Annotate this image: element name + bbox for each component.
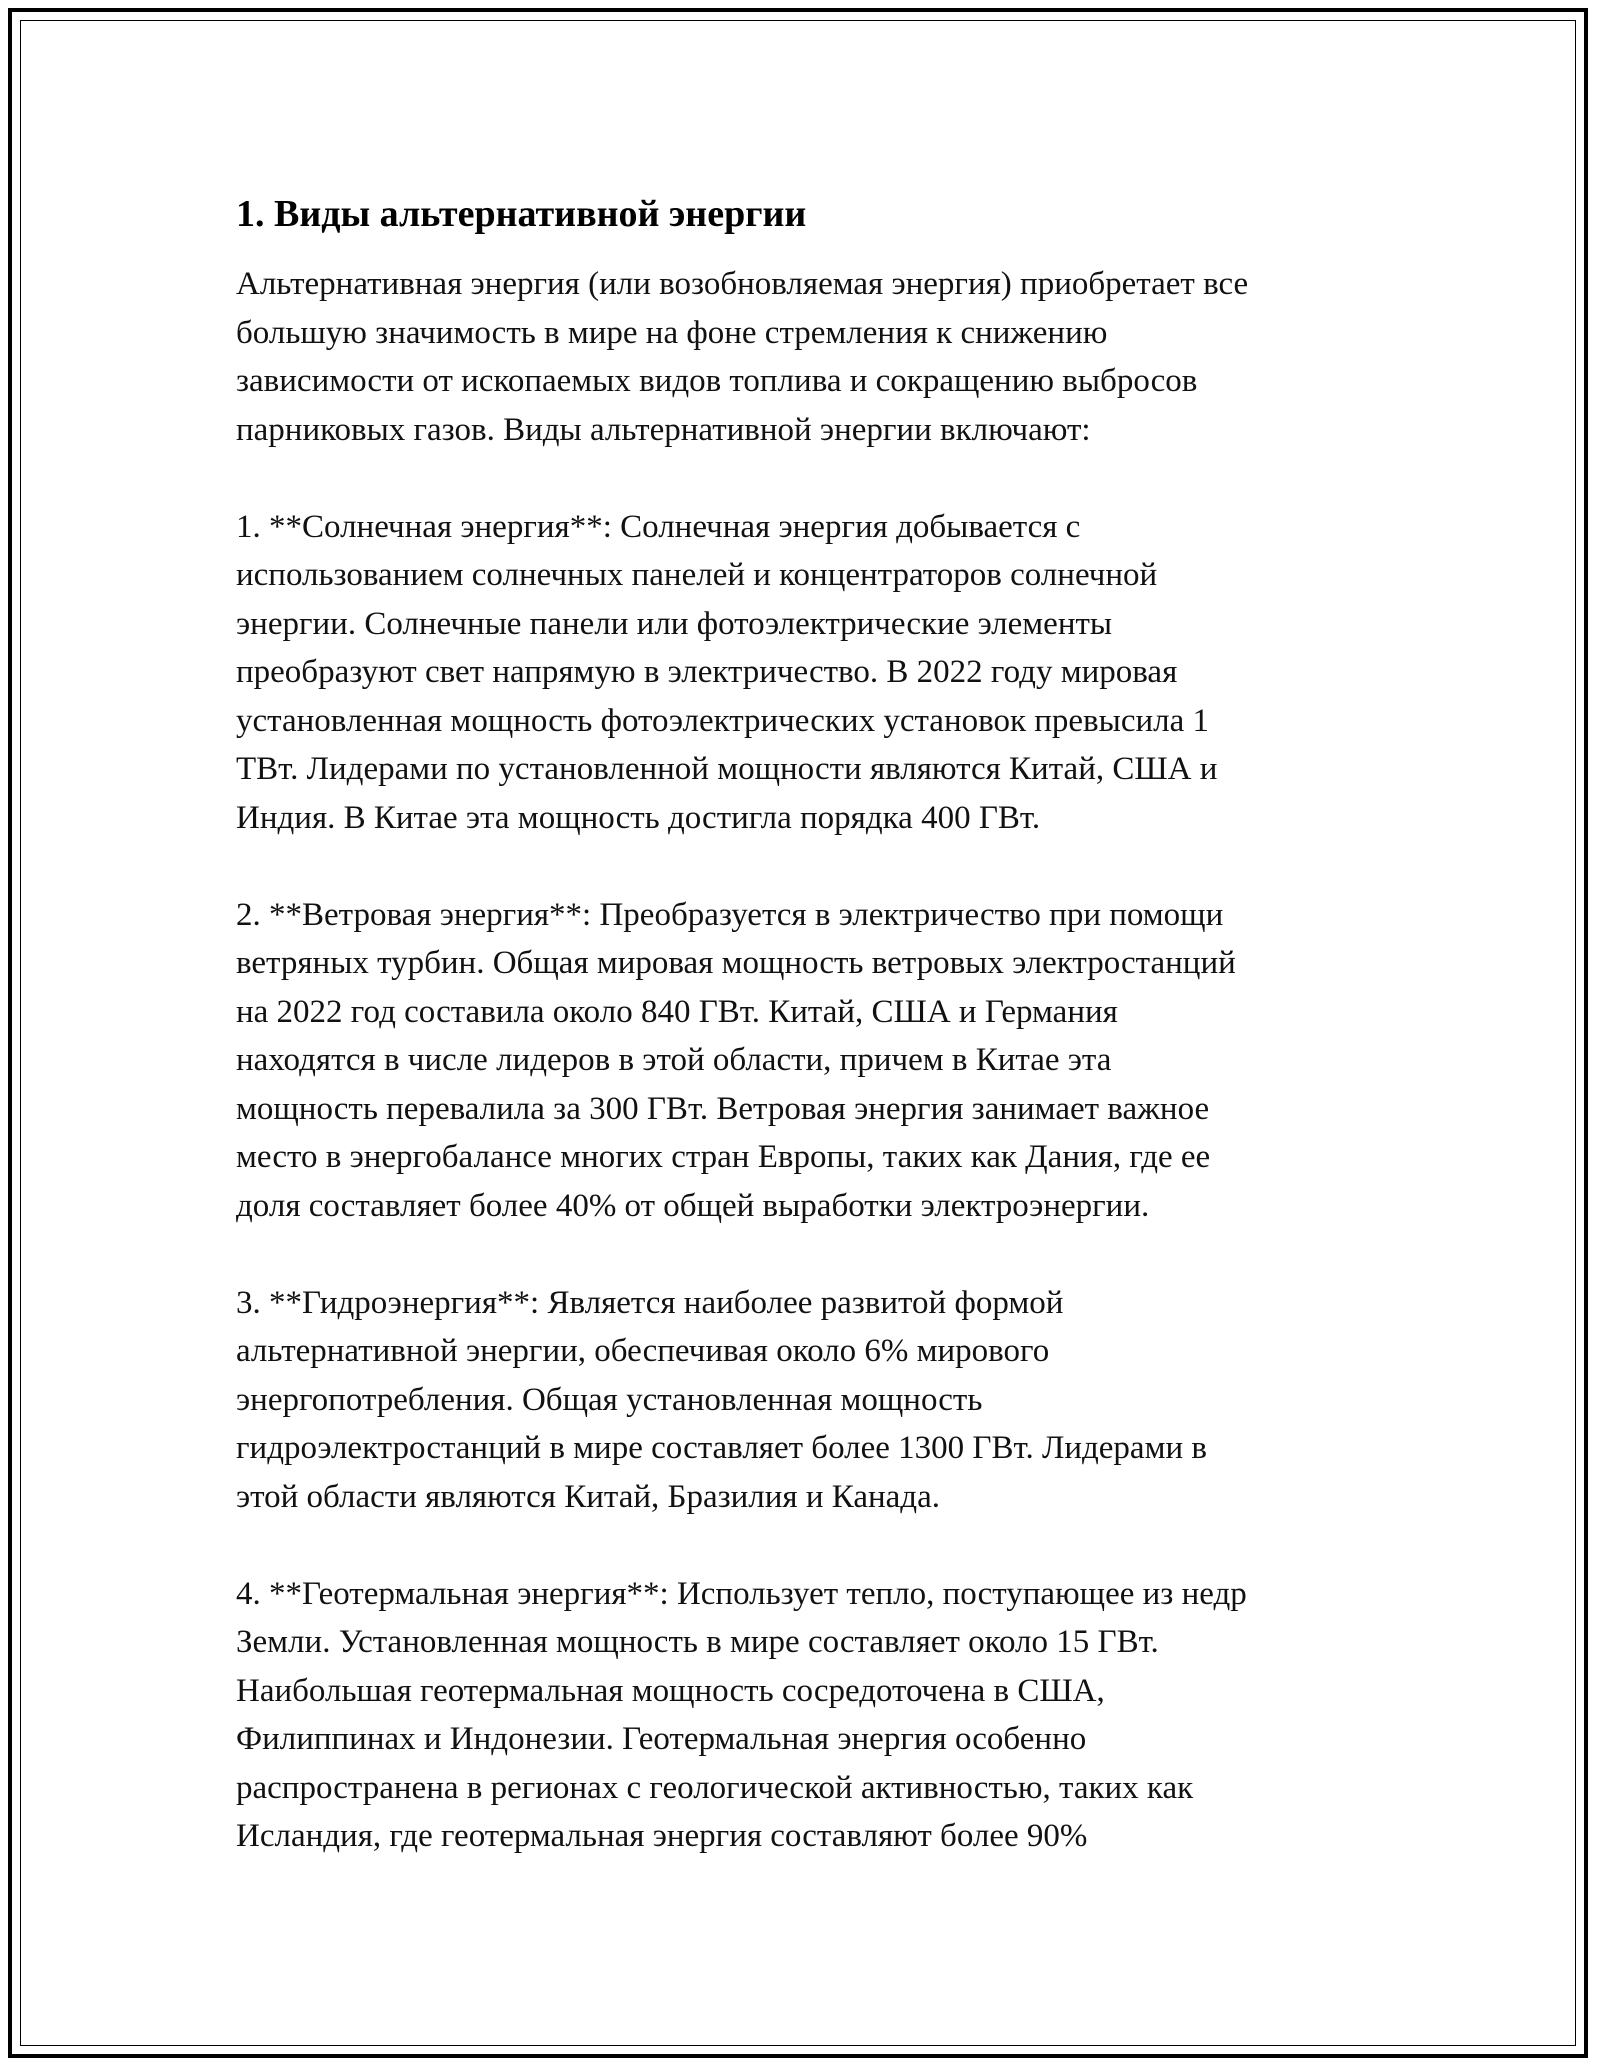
- intro-paragraph: Альтернативная энергия (или возобновляемая энергия) приобретает все большую значимость в мире на фоне стремления к снижению зависимости от ископаемых видов топлива и сокращению выбросов парниковых газов. Виды альтернативной энергии включают:: [236, 266, 1249, 448]
- document-body: [236, 190, 1371, 1861]
- section-heading: 1. Виды альтернативной энергии: [236, 193, 807, 235]
- hydro-energy-paragraph: 3. **Гидроэнергия**: Является наиболее развитой формой альтернативной энергии, обеспечивая около 6% мирового энергопотребления. Общая установленная мощность гидроэлектростанций в мире составляет более 1300 ГВт. Лидерами в этой области являются Китай, Бразилия и Канада.: [236, 1284, 1207, 1515]
- geothermal-energy-paragraph: 4. **Геотермальная энергия**: Использует тепло, поступающее из недр Земли. Установленная мощность в мире составляет около 15 ГВт. Наибольшая геотермальная мощность сосредоточена в США, Филиппинах и Индонезии. Геотермальная энергия особенно распространена в регионах с геологической активностью, таких как Исландия, где геотермальная энергия составляют более 90%: [236, 1575, 1247, 1854]
- wind-energy-paragraph: 2. **Ветровая энергия**: Преобразуется в электричество при помощи ветряных турбин. Общая мировая мощность ветровых электростанций на 2022 год составила около 840 ГВт. Китай, США и Германия находятся в числе лидеров в этой области, причем в Китае эта мощность перевалила за 300 ГВт. Ветровая энергия занимает важное место в энергобалансе многих стран Европы, таких как Дания, где ее доля составляет более 40% от общей выработки электроэнергии.: [236, 896, 1236, 1224]
- solar-energy-paragraph: 1. **Солнечная энергия**: Солнечная энергия добывается с использованием солнечных панелей и концентраторов солнечной энергии. Солнечные панели или фотоэлектрические элементы преобразуют свет напрямую в электричество. В 2022 году мировая установленная мощность фотоэлектрических установок превысила 1 ТВт. Лидерами по установленной мощности являются Китай, США и Индия. В Китае эта мощность достигла порядка 400 ГВт.: [236, 508, 1218, 836]
